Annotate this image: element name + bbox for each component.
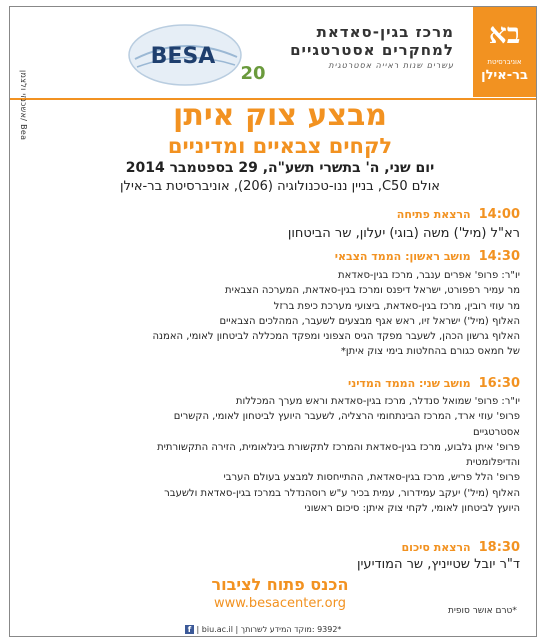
session2-line: האלוף (מיל') יעקב עמידרור, עמית בכיר ע"ש רוסהנדלר במרכז בגין-סאדאת ולשעבר: [164, 487, 520, 499]
closing-title: הרצאת סיכום: [401, 541, 471, 554]
website-link[interactable]: www.besacenter.org: [214, 596, 346, 611]
info-bar: [185, 625, 341, 634]
session2-line: פרופ' איתן גלבוע, מרכז בגין-סאדאת והמרכז לתקשורת בינלאומית, הזירה התקשורתית: [157, 441, 520, 453]
header: [10, 7, 536, 99]
bar-ilan-sub: אוניברסיטת: [487, 58, 522, 66]
opening-title: הרצאת פתיחה: [396, 208, 471, 221]
session1-line: יו"ר: פרופ' אפרים ענבר, מרכז בגין-סאדאת: [338, 270, 520, 281]
event-title: מבצע צוק איתן: [173, 98, 387, 133]
opening-speaker: רא"ל (מיל') משה (בוגי) יעלון, שר הביטחון: [287, 226, 520, 241]
session1-line: מר עוזי רובין, מרכז בגין-סאדאת, ביצועי מערכת כיפת ברזל: [273, 300, 520, 312]
opening-heading: [40, 207, 520, 222]
session2-line: היועץ לביטחון לאומי, לקחי צוק איתן: סיכום ראשוני: [304, 503, 520, 515]
session2-line: פרופ' הלל פריש, מרכז בגין-סאדאת, ההתייחסות למבצע בעולם הערבי: [223, 472, 520, 484]
bar-ilan-mark: בא: [488, 17, 521, 50]
event-subtitle: לקחים צבאיים ומדיניים: [167, 134, 393, 158]
besa-logo-text: BESA: [150, 44, 216, 69]
event-venue: אולם C50, בניין ננו-טכנולוגיה (206), אוניברסיטת בר-אילן: [120, 179, 440, 194]
closing-heading: [40, 540, 520, 555]
closing-speaker: ד"ר יובל שטייניץ, שר המודיעין: [356, 557, 520, 572]
closing-time: 18:30: [478, 540, 520, 555]
session2-line: יו"ר: פרופ' שמואל סנדלר, מרכז בגין-סאדאת וראש מערך המכללות: [235, 396, 520, 407]
session2-title: מושב שני: הממד המדיני: [347, 377, 471, 390]
session2-line: אסטרטגיים: [472, 426, 520, 438]
besa-center-name: [254, 23, 454, 73]
session2-line: והדיפלומטית: [466, 457, 520, 469]
side-credit-text: אשכנזי ולצמן/ Bea: [19, 70, 28, 141]
side-credit: [14, 70, 34, 490]
pending-note: *טרם אושר סופית: [448, 606, 517, 616]
center-tagline: עשרים שנות ראייה אסטרטגית: [328, 61, 454, 70]
center-name-line1: מרכז בגין-סאדאת: [316, 23, 454, 41]
session1-line: של חמאס כגורם בהחלטות בימי צוק איתן*: [340, 346, 520, 358]
facebook-icon[interactable]: f: [185, 625, 194, 634]
session2-list: [40, 394, 520, 516]
session2-time: 16:30: [478, 376, 520, 391]
besa-years: 20: [240, 63, 266, 84]
session1-line: האלוף (מיל') ישראל זיו, ראש אגף מבצעים לשעבר, המהלכים הצבאיים: [219, 315, 520, 327]
session1-title: מושב ראשון: הממד הצבאי: [334, 250, 471, 263]
bar-ilan-name: בר-אילן: [481, 68, 528, 83]
info-bar-text: *9392 :מוקד המידע לשרותך | biu.ac.il |: [196, 625, 342, 634]
event-date: יום שני, ה' בתשרי תשע"ה, 29 בספטמבר 2014: [125, 160, 435, 176]
center-name-line2: למחקרים אסטרטגיים: [290, 41, 454, 59]
opening-time: 14:00: [478, 207, 520, 222]
open-to-public: הכנס פתוח לציבור: [211, 575, 349, 594]
besa-logo: [125, 19, 275, 91]
bar-ilan-logo: [473, 7, 536, 97]
session1-line: האלוף גרשון הכהן, לשעבר מפקד הגיס הצפוני ומפקד המכללה לביטחון לאומי, האמנה: [152, 331, 520, 343]
session1-time: 14:30: [478, 249, 520, 264]
session2-heading: [40, 376, 520, 391]
session1-line: מר עמיר רפפורט, ישראל דיפנס ומרכז בגין-סאדאת, המערכה הצבאית: [225, 285, 520, 297]
session1-heading: [40, 249, 520, 264]
session2-line: פרופ' עוזי ארד, המרכז הבינתחומי הרצליה, לשעבר היועץ לביטחון לאומי, הקשרים: [173, 411, 520, 423]
session1-list: [40, 268, 520, 360]
